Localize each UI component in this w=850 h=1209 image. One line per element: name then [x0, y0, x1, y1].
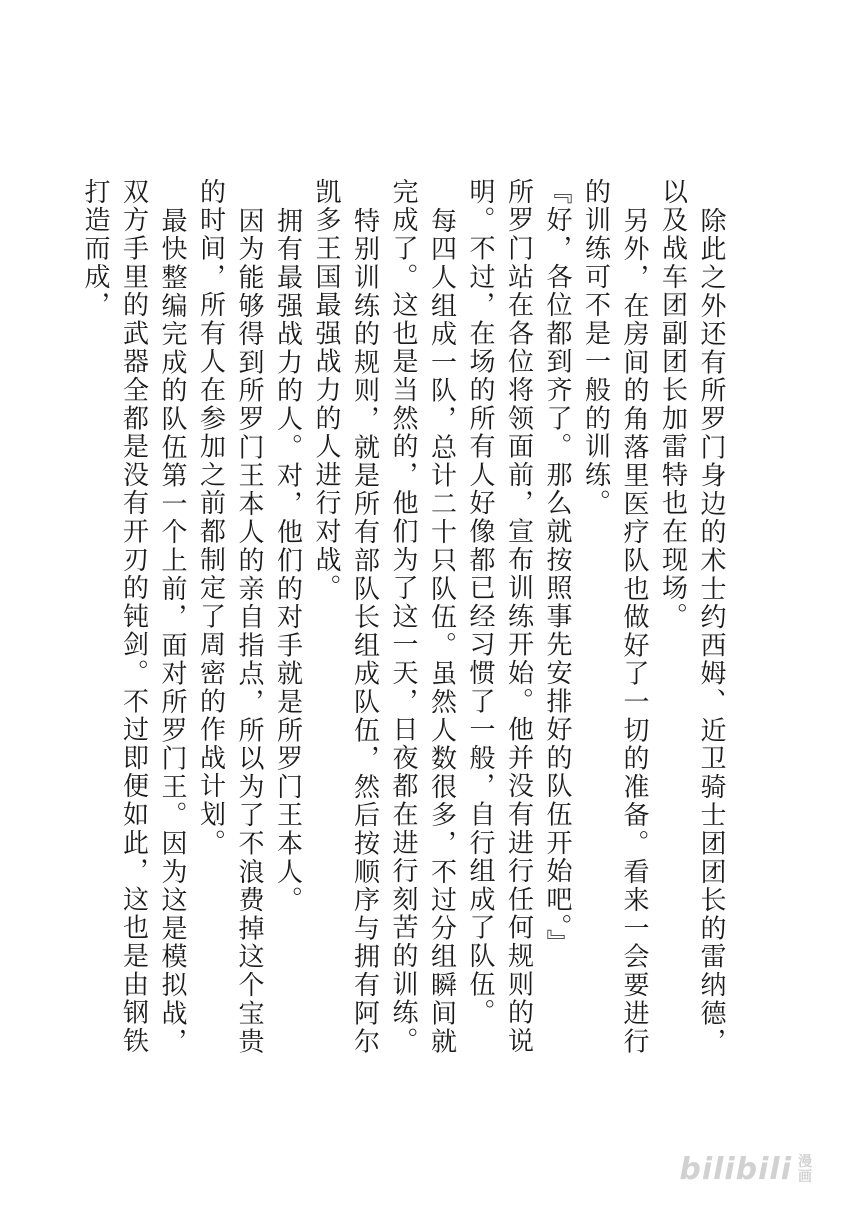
paragraph-5: 每四人组成一队，总计二十只队伍。虽然人数很多，不过分组瞬间就完成了。这也是当然的，他们为了这一天，日夜都在进行刻苦的训练。 — [388, 178, 457, 1056]
bilibili-watermark — [679, 1152, 812, 1187]
manhua-label — [798, 1155, 812, 1185]
paragraph-4: 所罗门站在各位将领面前，宣布训练开始。他并没有进行任何规则的说明。不过，在场的所有人好像都已经习惯了一般，自行组成了队伍。 — [465, 178, 534, 1056]
paragraph-6: 特别训练的规则，就是所有部队长组成队伍，然后按顺序与拥有阿尔凯多王国最强战力的人进行对战。 — [311, 178, 380, 1056]
paragraph-8: 因为能够得到所罗门王本人的亲自指点，所以为了不浪费掉这个宝贵的时间，所有人在参加之前都制定了周密的作战计划。 — [195, 178, 264, 1056]
manhua-label-bottom: 画 — [798, 1168, 812, 1185]
paragraph-1: 除此之外还有所罗门身边的术士约西姆、近卫骑士团团长的雷纳德，以及战车团副团长加雷特也在现场。 — [657, 178, 726, 1056]
paragraph-3: 『好，各位都到齐了。那么就按照事先安排好的队伍开始吧。』 — [542, 178, 572, 958]
bilibili-logo: bilibili — [679, 1152, 792, 1187]
paragraph-7: 拥有最强战力的人。对，他们的对手就是所罗门王本人。 — [272, 206, 303, 915]
vertical-text-body — [80, 178, 730, 1058]
manhua-label-top: 漫 — [798, 1153, 812, 1170]
paragraph-2: 另外，在房间的角落里医疗队也做好了一切的准备。看来一会要进行的训练可不是一般的训练。 — [580, 178, 649, 1056]
paragraph-9: 最快整编完成的队伍第一个上前，面对所罗门王。因为这是模拟战，双方手里的武器全都是没有开刃的钝剑。不过即便如此，这也是由钢铁打造而成， — [80, 178, 187, 1056]
